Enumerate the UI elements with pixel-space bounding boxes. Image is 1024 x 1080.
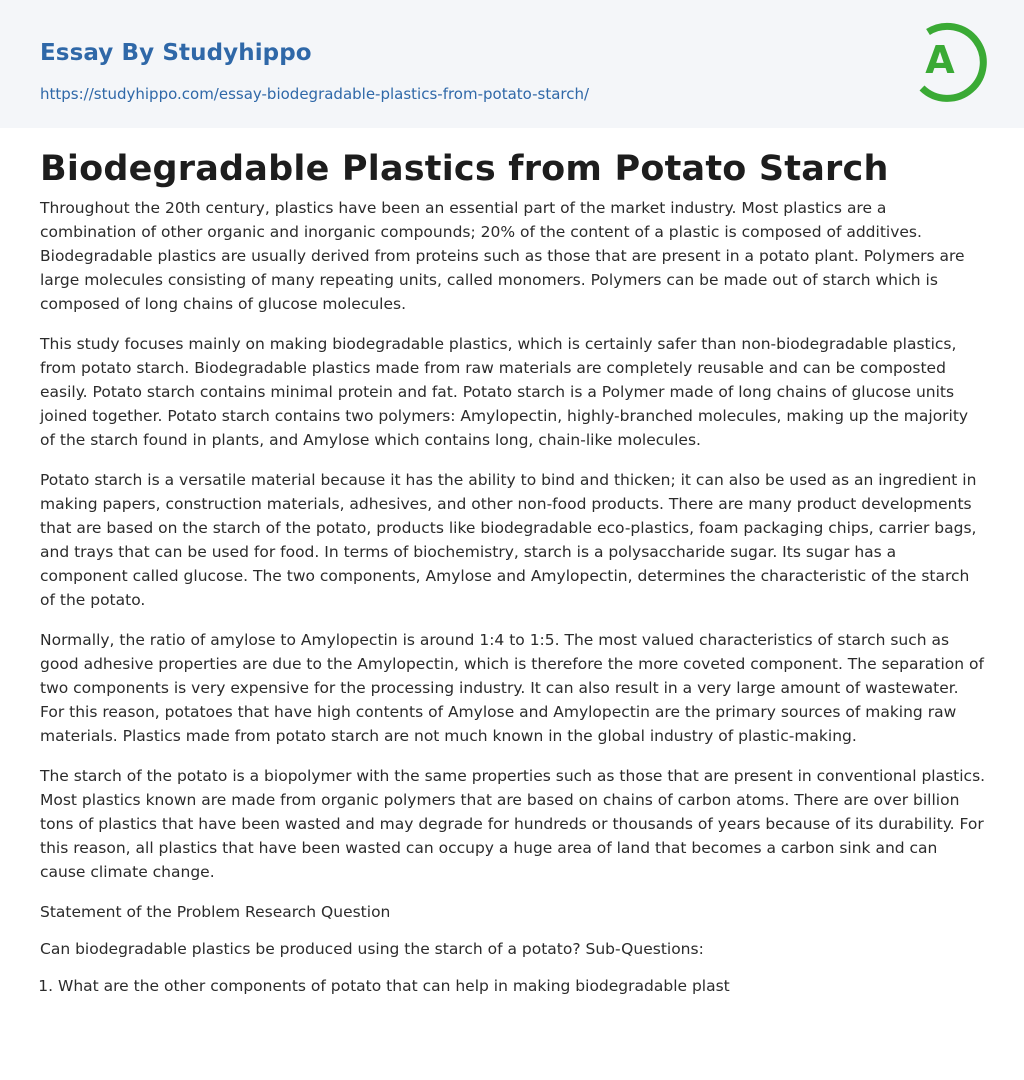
page-header: [0, 0, 1024, 128]
logo-letter: A: [925, 38, 955, 82]
site-title[interactable]: Essay By Studyhippo: [40, 40, 312, 66]
list-item: 1. What are the other components of potato that can help in making biodegradable plast: [58, 974, 986, 998]
research-question: Can biodegradable plastics be produced using the starch of a potato? Sub-Questions:: [40, 940, 704, 958]
article-paragraph: This study focuses mainly on making biodegradable plastics, which is certainly safer than non-biodegradable plastics, from potato starch. Biodegradable plastics made from raw materials are completely reusable and can be composted easily. Potato starch contains minimal protein and fat. Potato starch is a Polymer made of long chains of glucose units joined together. Potato starch contains two polymers: Amylopectin, highly-branched molecules, making up the majority of the starch found in plants, and Amylose which contains long, chain-like molecules.: [40, 335, 969, 449]
article-body: [40, 140, 986, 998]
article-paragraph: The starch of the potato is a biopolymer with the same properties such as those that are present in conventional plastics. Most plastics known are made from organic polymers that are based on chains of carbon atoms. There are over billion tons of plastics that have been wasted and may degrade for hundreds or thousands of years because of its durability. For this reason, all plastics that have been wasted can occupy a huge area of land that becomes a carbon sink and can cause climate change.: [40, 767, 986, 881]
section-heading: Statement of the Problem Research Question: [40, 903, 391, 921]
article-url-link[interactable]: https://studyhippo.com/essay-biodegradable-plastics-from-potato-starch/: [40, 85, 590, 103]
sub-questions-list: [40, 974, 986, 998]
article-paragraph: Normally, the ratio of amylose to Amylopectin is around 1:4 to 1:5. The most valued characteristics of starch such as good adhesive properties are due to the Amylopectin, which is therefore the more coveted component. The separation of two components is very expensive for the processing industry. It can also result in a very large amount of wastewater. For this reason, potatoes that have high contents of Amylose and Amylopectin are the primary sources of making raw materials. Plastics made from potato starch are not much known in the global industry of plastic-making.: [40, 631, 984, 745]
studyhippo-logo-icon[interactable]: [910, 18, 988, 106]
article-paragraph: Throughout the 20th century, plastics have been an essential part of the market industry. Most plastics are a combination of other organic and inorganic compounds; 20% of the content of a plastic is composed of additives. Biodegradable plastics are usually derived from proteins such as those that are present in a potato plant. Polymers are large molecules consisting of many repeating units, called monomers. Polymers can be made out of starch which is composed of long chains of glucose molecules.: [40, 199, 965, 313]
article-title: Biodegradable Plastics from Potato Starch: [40, 149, 889, 189]
article-paragraph: Potato starch is a versatile material because it has the ability to bind and thicken; it can also be used as an ingredient in making papers, construction materials, adhesives, and other non-food products. There are many product developments that are based on the starch of the potato, products like biodegradable eco-plastics, foam packaging chips, carrier bags, and trays that can be used for food. In terms of biochemistry, starch is a polysaccharide sugar. Its sugar has a component called glucose. The two components, Amylose and Amylopectin, determines the characteristic of the starch of the potato.: [40, 471, 977, 609]
